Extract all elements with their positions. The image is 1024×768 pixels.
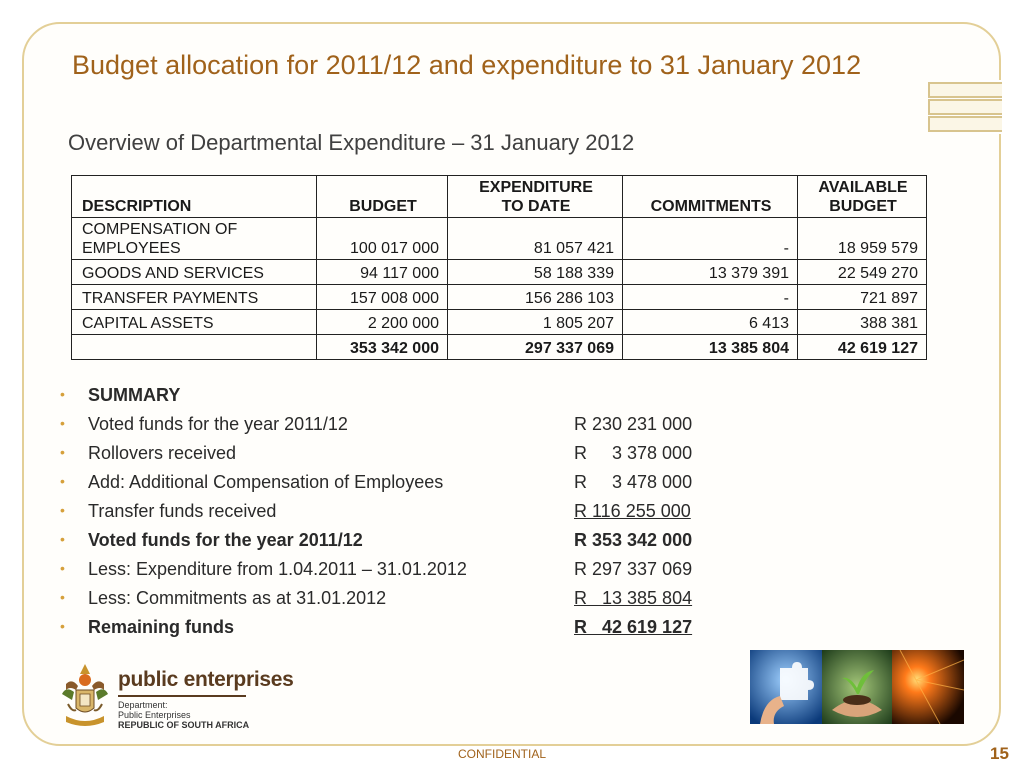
total-commitments: 13 385 804 (623, 335, 798, 360)
cell-commitments: 6 413 (623, 310, 798, 335)
summary-label: Voted funds for the year 2011/12 (88, 530, 363, 550)
expenditure-table (71, 175, 927, 360)
header-budget: BUDGET (317, 176, 448, 218)
cell-budget: 157 008 000 (317, 285, 448, 310)
slide-subtitle: Overview of Departmental Expenditure – 31 January 2012 (68, 130, 635, 155)
header-available-line2: BUDGET (829, 198, 897, 215)
table-total-row (72, 335, 927, 360)
summary-item (60, 559, 740, 588)
header-expenditure-line2: TO DATE (501, 198, 571, 215)
summary-value: R 353 342 000 (574, 530, 693, 550)
total-budget: 353 342 000 (317, 335, 448, 360)
cell-commitments: 13 379 391 (623, 260, 798, 285)
cell-budget: 2 200 000 (317, 310, 448, 335)
table-row (72, 260, 927, 285)
total-available: 42 619 127 (798, 335, 927, 360)
cell-budget: 100 017 000 (317, 218, 448, 260)
header-expenditure-line1: EXPENDITURE (479, 179, 593, 196)
bullet-icon: • (60, 386, 65, 402)
header-commitments: COMMITMENTS (623, 176, 798, 218)
summary-label: Rollovers received (88, 443, 237, 463)
summary-value: R 3 378 000 (574, 443, 693, 463)
summary-label: SUMMARY (88, 385, 181, 405)
cell-available: 18 959 579 (798, 218, 927, 260)
department-logo (118, 668, 294, 730)
bullet-icon: • (60, 473, 65, 489)
cell-expenditure: 156 286 103 (448, 285, 623, 310)
summary-item (60, 414, 740, 443)
cell-commitments: - (623, 285, 798, 310)
bullet-icon: • (60, 531, 65, 547)
summary-value: R 116 255 000 (574, 501, 691, 521)
slide-title: Budget allocation for 2011/12 and expenditure to 31 January 2012 (72, 50, 862, 80)
cell-description: GOODS AND SERVICES (72, 260, 317, 285)
bullet-icon: • (60, 502, 65, 518)
logo-line: Public Enterprises (118, 710, 191, 720)
summary-value: R 13 385 804 (574, 588, 693, 608)
summary-item (60, 443, 740, 472)
cell-available: 388 381 (798, 310, 927, 335)
table-row (72, 310, 927, 335)
header-available (798, 176, 927, 218)
cell-expenditure: 81 057 421 (448, 218, 623, 260)
summary-item (60, 472, 740, 501)
page-number: 15 (990, 744, 1009, 763)
total-description (72, 335, 317, 360)
table-row (72, 218, 927, 260)
summary-label: Less: Commitments as at 31.01.2012 (88, 588, 387, 608)
summary-value: R 297 337 069 (574, 559, 693, 579)
summary-label: Remaining funds (88, 617, 235, 637)
header-available-line1: AVAILABLE (818, 179, 908, 196)
cell-description-line2: EMPLOYEES (82, 240, 181, 257)
light-burst-image (892, 650, 964, 724)
cell-expenditure: 58 188 339 (448, 260, 623, 285)
table-header-row (72, 176, 927, 218)
bullet-icon: • (60, 415, 65, 431)
cell-description: CAPITAL ASSETS (72, 310, 317, 335)
logo-brand: public enterprises (118, 668, 294, 691)
decor-bar (928, 82, 1002, 98)
cell-budget: 94 117 000 (317, 260, 448, 285)
summary-value: R 42 619 127 (574, 617, 693, 637)
decor-bar (928, 116, 1002, 132)
cell-commitments: - (623, 218, 798, 260)
summary-item (60, 501, 740, 530)
cell-description-line1: COMPENSATION OF (82, 221, 238, 238)
summary-label: Less: Expenditure from 1.04.2011 – 31.01.2012 (88, 559, 467, 579)
table-row (72, 285, 927, 310)
header-expenditure (448, 176, 623, 218)
summary-item (60, 588, 740, 617)
summary-label: Voted funds for the year 2011/12 (88, 414, 348, 434)
decor-bar (928, 99, 1002, 115)
cell-expenditure: 1 805 207 (448, 310, 623, 335)
summary-value: R 3 478 000 (574, 472, 693, 492)
bullet-icon: • (60, 589, 65, 605)
confidential-label: CONFIDENTIAL (458, 747, 547, 761)
logo-divider (118, 695, 246, 697)
bullet-icon: • (60, 618, 65, 634)
logo-line: REPUBLIC OF SOUTH AFRICA (118, 720, 250, 730)
total-expenditure: 297 337 069 (448, 335, 623, 360)
bullet-icon: • (60, 560, 65, 576)
summary-item (60, 385, 740, 414)
summary-list (60, 385, 740, 646)
summary-item (60, 530, 740, 559)
summary-item (60, 617, 740, 646)
cell-description: TRANSFER PAYMENTS (72, 285, 317, 310)
summary-label: Transfer funds received (88, 501, 277, 521)
header-description: DESCRIPTION (72, 176, 317, 218)
summary-label: Add: Additional Compensation of Employees (88, 472, 444, 492)
cell-available: 22 549 270 (798, 260, 927, 285)
cell-description (72, 218, 317, 260)
logo-line: Department: (118, 700, 168, 710)
summary-value: R 230 231 000 (574, 414, 693, 434)
photo-collage (750, 650, 964, 724)
cell-available: 721 897 (798, 285, 927, 310)
coat-of-arms-icon (58, 660, 112, 730)
bullet-icon: • (60, 444, 65, 460)
